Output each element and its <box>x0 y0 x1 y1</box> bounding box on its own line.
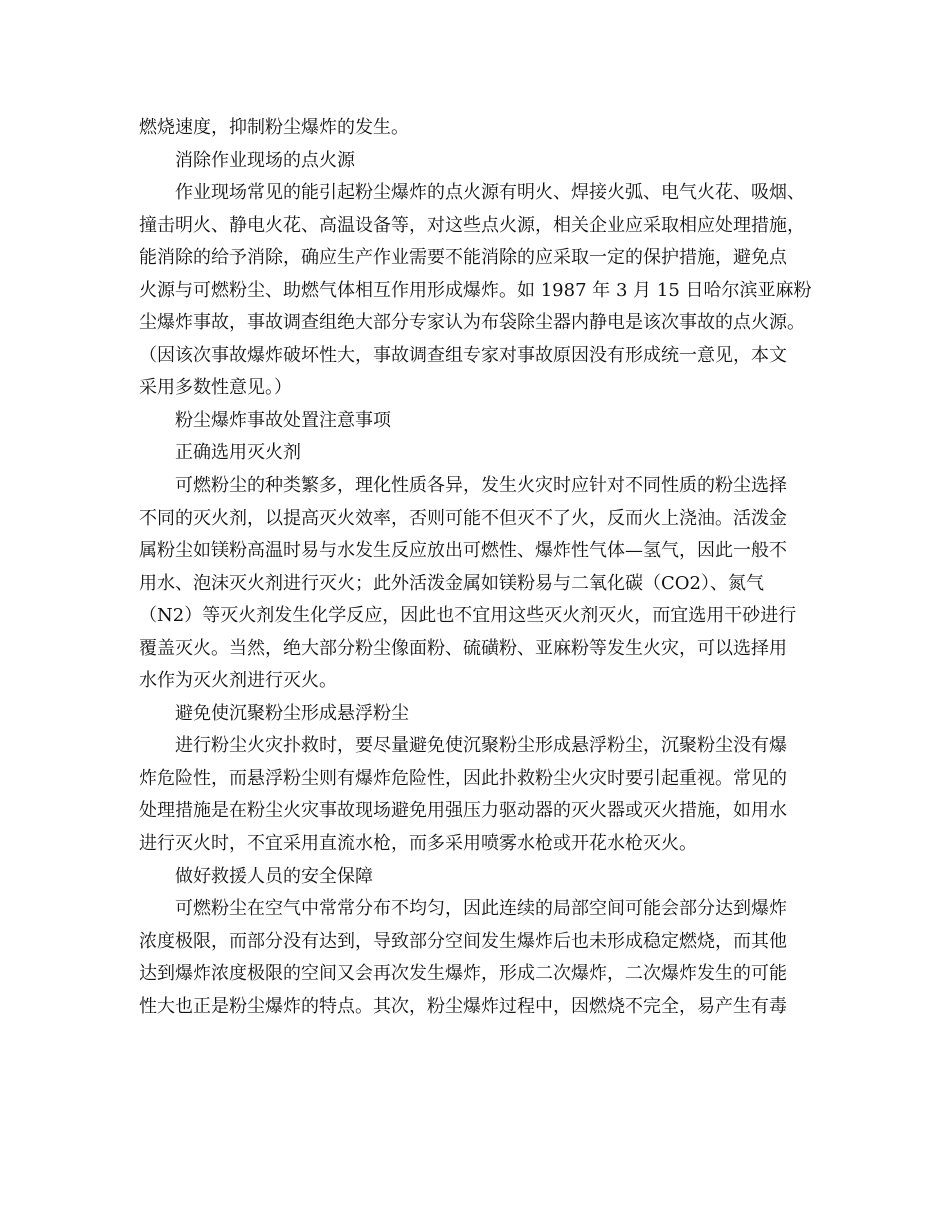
text-line: 处理措施是在粉尘火灾事故现场避免用强压力驱动器的灭火器或灭火措施，如用水 <box>139 800 787 822</box>
text-line: 不同的灭火剂，以提高灭火效率，否则可能不但灭不了火，反而火上浇油。活泼金 <box>139 507 787 529</box>
text-line: 燃烧速度，抑制粉尘爆炸的发生。 <box>139 117 409 138</box>
text-line: 覆盖灭火。当然，绝大部分粉尘像面粉、硫磺粉、亚麻粉等发生火灾，可以选择用 <box>139 637 787 659</box>
text-line: 作业现场常见的能引起粉尘爆炸的点火源有明火、焊接火弧、电气火花、吸烟、 <box>175 182 805 204</box>
text-line: 粉尘爆炸事故处置注意事项 <box>175 409 391 431</box>
text-line: （因该次事故爆炸破坏性大，事故调查组专家对事故原因没有形成统一意见，本文 <box>139 344 787 366</box>
text-line: 达到爆炸浓度极限的空间又会再次发生爆炸，形成二次爆炸，二次爆炸发生的可能 <box>139 963 787 985</box>
text-line: 可燃粉尘在空气中常常分布不均匀，因此连续的局部空间可能会部分达到爆炸 <box>175 898 787 920</box>
text-line: 进行灭火时，不宜采用直流水枪，而多采用喷雾水枪或开花水枪灭火。 <box>139 833 697 855</box>
text-line: 浓度极限，而部分没有达到，导致部分空间发生爆炸后也未形成稳定燃烧，而其他 <box>139 930 787 952</box>
text-line: 能消除的给予消除，确应生产作业需要不能消除的应采取一定的保护措施，避免点 <box>139 247 787 269</box>
text-line: 性大也正是粉尘爆炸的特点。其次，粉尘爆炸过程中，因燃烧不完全，易产生有毒 <box>139 995 787 1017</box>
text-line: 正确选用灭火剂 <box>175 442 301 464</box>
text-line: 做好救援人员的安全保障 <box>175 865 373 887</box>
text-line: 属粉尘如镁粉高温时易与水发生反应放出可燃性、爆炸性气体—氢气，因此一般不 <box>139 540 787 562</box>
text-line: 采用多数性意见。） <box>139 377 292 399</box>
text-line: 火源与可燃粉尘、助燃气体相互作用形成爆炸。如 1987 年 3 月 15 日哈尔滨亚麻粉 <box>139 279 812 301</box>
text-line: （N2）等灭火剂发生化学反应，因此也不宜用这些灭火剂灭火，而宜选用干砂进行 <box>139 605 797 627</box>
text-line: 可燃粉尘的种类繁多，理化性质各异，发生火灾时应针对不同性质的粉尘选择 <box>175 475 787 497</box>
text-line: 进行粉尘火灾扑救时，要尽量避免使沉聚粉尘形成悬浮粉尘，沉聚粉尘没有爆 <box>175 735 787 757</box>
text-line: 避免使沉聚粉尘形成悬浮粉尘 <box>175 702 409 724</box>
text-line: 消除作业现场的点火源 <box>175 149 355 171</box>
text-line: 用水、泡沫灭火剂进行灭火；此外活泼金属如镁粉易与二氧化碳（CO2）、氮气 <box>139 572 764 594</box>
text-line: 尘爆炸事故，事故调查组绝大部分专家认为布袋除尘器内静电是该次事故的点火源。 <box>139 312 805 334</box>
document-body <box>139 112 814 1023</box>
text-line: 炸危险性，而悬浮粉尘则有爆炸危险性，因此扑救粉尘火灾时要引起重视。常见的 <box>139 767 787 789</box>
text-line: 撞击明火、静电火花、高温设备等，对这些点火源，相关企业应采取相应处理措施， <box>139 214 805 236</box>
text-line: 水作为灭火剂进行灭火。 <box>139 670 337 692</box>
